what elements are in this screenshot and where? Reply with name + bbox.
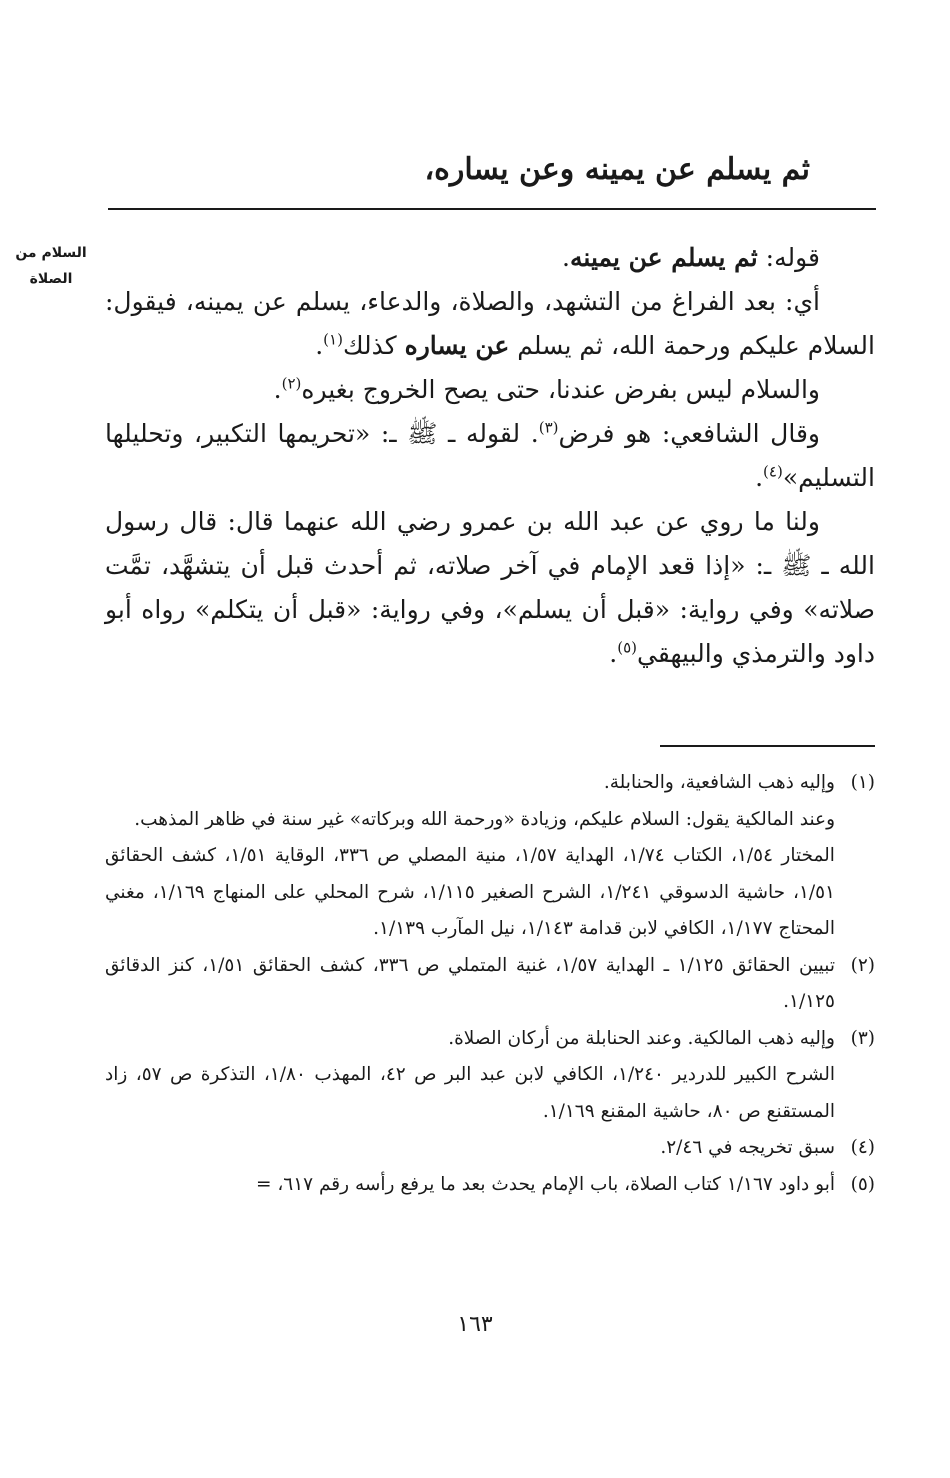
footnote-body (105, 1167, 835, 1204)
text-span: أي: بعد الفراغ من التشهد، والصلاة، والدعاء، يسلم عن يمينه، فيقول: السلام عليكم ورحمة الله، ثم يسلم (105, 287, 875, 360)
footnote (105, 765, 875, 948)
footnote (105, 1130, 875, 1167)
footnote-divider (660, 745, 875, 747)
footnotes (105, 765, 875, 1203)
footnote-number: (٤) (850, 1137, 875, 1158)
paragraph-explanation (105, 280, 875, 368)
footnote-body (105, 1021, 835, 1131)
footnote-number: (٢) (850, 954, 875, 976)
text-span: كذلك (342, 331, 405, 360)
footnote-line: وإليه ذهب المالكية. وعند الحنابلة من أركان الصلاة. (448, 1027, 835, 1049)
footnote-ref[interactable]: (١) (323, 330, 343, 349)
text-span: . (273, 375, 282, 404)
paragraph-evidence (105, 500, 875, 676)
page-number: ١٦٣ (457, 1312, 493, 1337)
paragraph-quote (105, 236, 875, 280)
footnote-ref[interactable]: (٥) (617, 638, 638, 657)
footnote-line: وعند المالكية يقول: السلام عليكم، وزيادة «ورحمة الله وبركاته» غير سنة في ظاهر المذهب. (134, 808, 835, 830)
page-title: ثم يسلم عن يمينه وعن يساره، (424, 152, 810, 187)
margin-note-line: السلام من (15, 245, 87, 261)
paragraph-hanafi-view (105, 368, 875, 412)
footnote-ref[interactable]: (٢) (281, 374, 302, 393)
footnote-ref[interactable]: (٤) (763, 462, 783, 481)
text-span: وقال الشافعي: هو فرض (558, 419, 820, 448)
quoted-matn: ثم يسلم عن يمينه (570, 243, 758, 272)
footnote-number: (٥) (850, 1173, 875, 1195)
heading-divider (108, 208, 876, 210)
text-span: والسلام ليس بفرض عندنا، حتى يصح الخروج بغيره (301, 375, 820, 404)
footnote (105, 1021, 875, 1131)
footnote-number: (٣) (850, 1027, 875, 1049)
footnote-line: أبو داود ١/١٦٧ كتاب الصلاة، باب الإمام يحدث بعد ما يرفع رأسه رقم ٦١٧، = (255, 1173, 835, 1195)
text-span: . (315, 331, 324, 360)
footnote-line: وإليه ذهب الشافعية، والحنابلة. (603, 772, 835, 793)
footnote-ref[interactable]: (٣) (538, 418, 559, 437)
text-span: . (609, 639, 618, 668)
footnote-number: (١) (850, 772, 875, 793)
text-span: ولنا ما روي عن عبد الله بن عمرو رضي الله عنهما قال: قال رسول الله ـ ﷺ ـ: «إذا قعد الإمام في آخر صلاته، ثم أحدث قبل أن يتشهَّد، تمَّت صلاته» وفي رواية: «قبل أن يسلم»، وفي رواية: «قبل أن يتكلم» رواه أبو داود والترمذي والبيهقي (105, 507, 875, 668)
text-span: قوله: (757, 243, 820, 272)
footnote-body (105, 948, 835, 1021)
footnote-line: تبيين الحقائق ١/١٢٥ ـ الهداية ١/٥٧، غنية المتملي ص ٣٣٦، كشف الحقائق ١/٥١، كنز الدقائق ١/١٢٥. (105, 954, 835, 1012)
margin-note-line: الصلاة (29, 271, 73, 287)
footnote-body (105, 1130, 835, 1167)
footnote (105, 948, 875, 1021)
quoted-matn: عن يساره (404, 331, 510, 360)
footnote-line: المختار ١/٥٤، الكتاب ١/٧٤، الهداية ١/٥٧، منية المصلي ص ٣٣٦، الوقاية ١/٥١، كشف الحقائق ١/٥١، حاشية الدسوقي ١/٢٤١، الشرح الصغير ١/١١٥، شرح المحلي على المنهاج ١/١٦٩، مغني المحتاج ١/١٧٧، الكافي لابن قدامة ١/١٤٣، نيل المآرب ١/١٣٩. (105, 845, 835, 939)
text-span: . (755, 463, 764, 492)
footnote-line: الشرح الكبير للدردير ١/٢٤٠، الكافي لابن عبد البر ص ٤٢، المهذب ١/٨٠، التذكرة ص ٥٧، زاد المستقنع ص ٨٠، حاشية المقنع ١/١٦٩. (105, 1064, 835, 1122)
main-text (105, 236, 875, 676)
text-span: . لقوله ـ ﷺ ـ: «تحريمها التكبير، وتحليلها التسليم» (105, 419, 875, 492)
margin-note (10, 240, 92, 292)
footnote-line: سبق تخريجه في ٢/٤٦. (660, 1137, 835, 1158)
paragraph-shafii-view (105, 412, 875, 500)
text-span: . (562, 243, 570, 272)
footnote (105, 1167, 875, 1204)
footnote-body (105, 765, 835, 948)
